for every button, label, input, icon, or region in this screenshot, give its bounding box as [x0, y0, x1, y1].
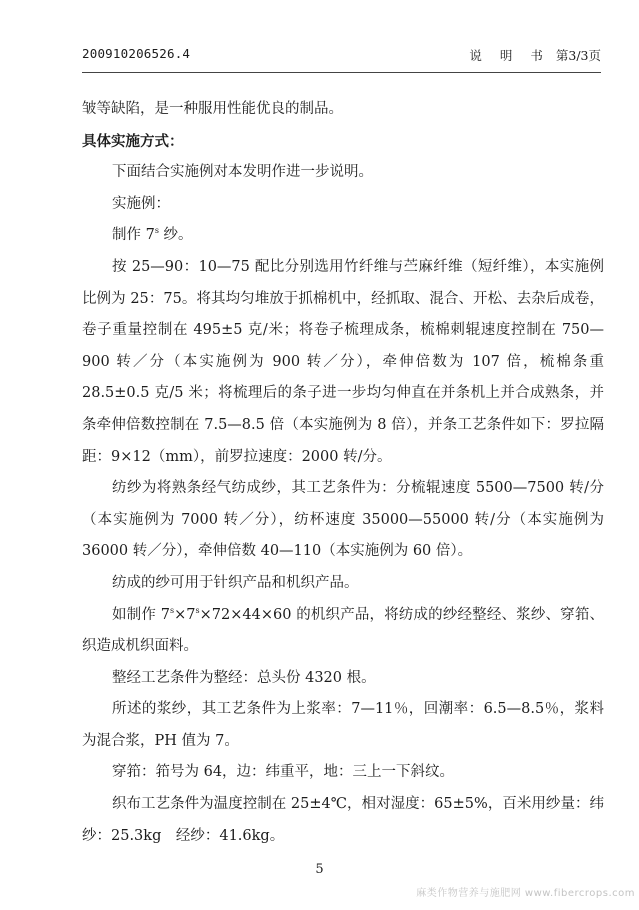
paragraph-weaving: 织布工艺条件为温度控制在 25±4℃，相对湿度：65±5%，百米用纱量：纬纱：25.3kg 经纱：41.6kg。 [82, 796, 604, 844]
paragraph-sizing: 所述的浆纱，其工艺条件为上浆率：7—11％，回潮率：6.5—8.5％，浆料为混合浆，PH 值为 7。 [82, 701, 604, 749]
paragraph-warping: 整经工艺条件为整经：总头份 4320 根。 [112, 669, 376, 686]
paragraph-usage: 纺成的纱可用于针织产品和机织产品。 [112, 574, 359, 591]
paragraph-carding: 按 25—90：10—75 配比分别选用竹纤维与苎麻纤维（短纤维），本实施例比例为 25：75。将其均匀堆放于抓棉机中，经抓取、混合、开松、去杂后成卷，卷子重量控制在 495±5 克/米；将卷子梳理成条，梳棉刺辊速度控制在 750—900 转／分（本实施例为 900 转／分），牵伸倍数为 107 倍，梳棉条重 28.5±0.5 克/5 米；将梳理后的条子进一步均匀伸直在并条机上并合成熟条，并条牵伸倍数控制在 7.5—8.5 倍（本实施例为 8 倍），并条工艺条件如下：罗拉隔距：9×12（mm），前罗拉速度：2000 转/分。 [82, 258, 604, 465]
watermark-text: 麻类作物营养与施肥网 www.fibercrops.com [416, 888, 635, 899]
page-indicator: 第3/3页 [555, 48, 601, 63]
paragraph-yarn-spec: 制作 7$^s$ 纱。 [112, 226, 193, 244]
patent-number: 200910206526.4 [82, 46, 191, 61]
header-rule [82, 72, 601, 73]
body-text [82, 94, 604, 852]
paragraph-continuation: 皱等缺陷，是一种服用性能优良的制品。 [82, 101, 343, 117]
page-header [82, 46, 601, 64]
doc-type-label: 说 明 书 [469, 48, 550, 63]
paragraph-woven-product: 如制作 $7^s\times 7^s\times 72\times 44\times 60$ 的机织产品，将纺成的纱经整经、浆纱、穿筘、织造成机织面料。 [82, 605, 604, 655]
page-number: 5 [315, 862, 324, 877]
header-right [469, 46, 601, 64]
section-heading: 具体实施方式： [82, 132, 184, 150]
paragraph-reeding: 穿筘：筘号为 64，边：纬重平，地：三上一下斜纹。 [112, 764, 455, 781]
paragraph-spinning: 纺纱为将熟条经气纺成纱，其工艺条件为：分梳辊速度 5500—7500 转/分（本实施例为 7000 转／分），纺杯速度 35000—55000 转/分（本实施例为 36000 转／分），牵伸倍数 40—110（本实施例为 60 倍）。 [82, 480, 604, 560]
paragraph-example-label: 实施例： [112, 195, 170, 212]
paragraph-intro: 下面结合实施例对本发明作进一步说明。 [112, 164, 373, 181]
